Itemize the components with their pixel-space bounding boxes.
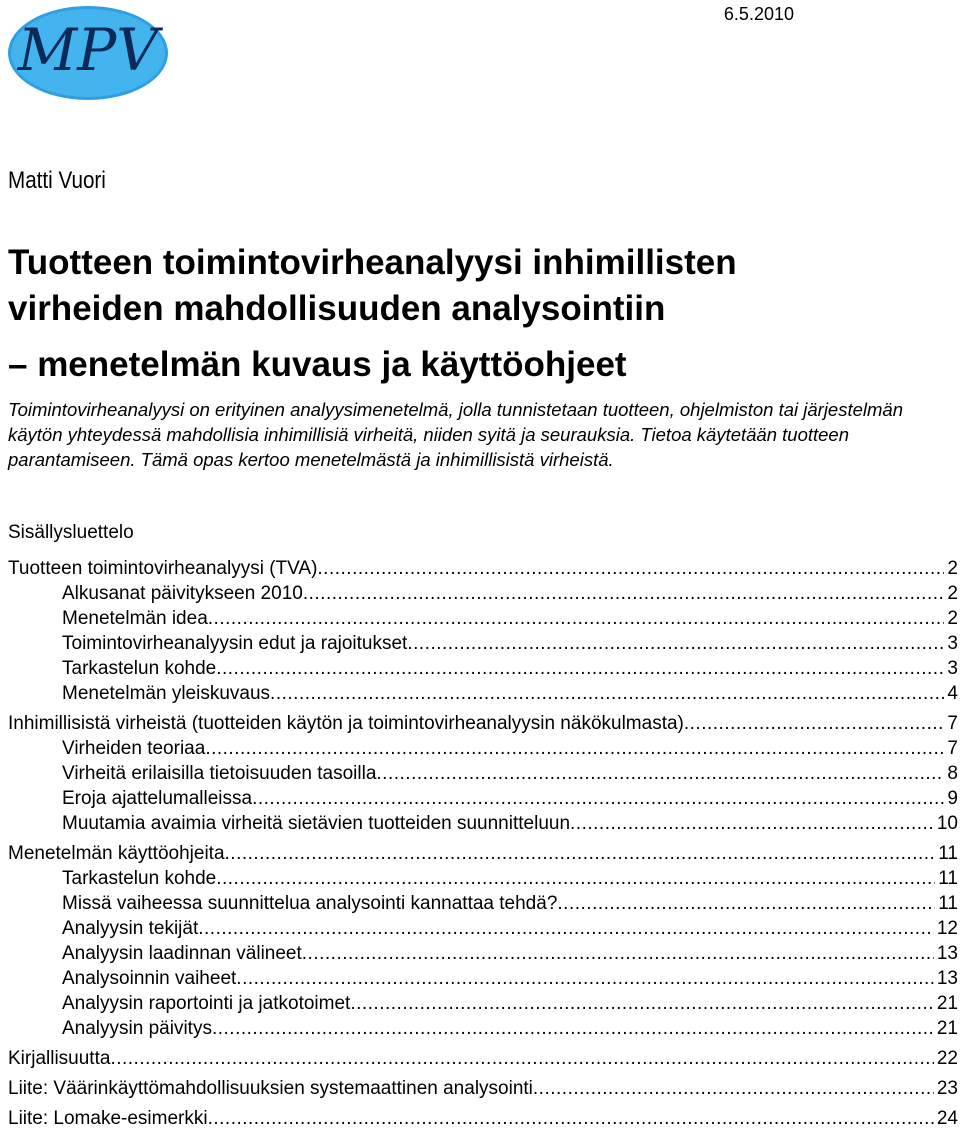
toc-entry[interactable] bbox=[8, 1046, 958, 1071]
logo-text: MPV bbox=[17, 16, 159, 84]
toc-entry-label: Kirjallisuutta bbox=[8, 1048, 111, 1069]
toc-leader bbox=[208, 1106, 934, 1131]
toc-entry-label: Alkusanat päivitykseen 2010 bbox=[62, 583, 303, 604]
toc-entry[interactable] bbox=[8, 606, 958, 631]
toc-entry[interactable] bbox=[8, 761, 958, 786]
toc-leader bbox=[350, 991, 934, 1016]
toc-leader bbox=[557, 891, 935, 916]
toc-entry-label: Muutamia avaimia virheitä sietävien tuotteiden suunnitteluun bbox=[62, 813, 571, 834]
toc-leader bbox=[533, 1076, 934, 1101]
toc-entry[interactable] bbox=[8, 786, 958, 811]
toc-entry-label: Menetelmän käyttöohjeita bbox=[8, 843, 225, 864]
toc-entry-page: 13 bbox=[936, 968, 958, 989]
toc-entry-label: Missä vaiheessa suunnittelua analysointi kannattaa tehdä? bbox=[62, 893, 558, 914]
toc-entry-label: Tarkastelun kohde bbox=[62, 658, 217, 679]
title-line-3: – menetelmän kuvaus ja käyttöohjeet bbox=[8, 345, 627, 384]
toc-entry[interactable] bbox=[8, 556, 958, 581]
toc-entry-label: Analysoinnin vaiheet bbox=[62, 968, 237, 989]
table-of-contents bbox=[8, 556, 958, 1131]
toc-entry[interactable] bbox=[8, 1106, 958, 1131]
toc-leader bbox=[376, 761, 944, 786]
toc-leader bbox=[302, 941, 934, 966]
toc-entry-page: 24 bbox=[936, 1108, 958, 1129]
toc-entry-label: Toimintovirheanalyysin edut ja rajoitukset bbox=[62, 633, 408, 654]
toc-leader bbox=[317, 556, 944, 581]
toc-entry-page: 11 bbox=[938, 893, 958, 914]
toc-leader bbox=[684, 711, 945, 736]
toc-leader bbox=[198, 916, 934, 941]
toc-entry[interactable] bbox=[8, 656, 958, 681]
toc-entry-page: 3 bbox=[947, 633, 958, 654]
toc-leader bbox=[270, 681, 944, 706]
toc-entry[interactable] bbox=[8, 841, 958, 866]
toc-entry-page: 21 bbox=[936, 993, 958, 1014]
title-line-1: Tuotteen toimintovirheanalyysi inhimillisten bbox=[8, 243, 737, 282]
toc-leader bbox=[303, 581, 945, 606]
toc-entry[interactable] bbox=[8, 711, 958, 736]
toc-entry[interactable] bbox=[8, 581, 958, 606]
toc-entry[interactable] bbox=[8, 866, 958, 891]
toc-leader bbox=[205, 736, 944, 761]
toc-entry-page: 9 bbox=[947, 788, 958, 809]
toc-entry-page: 13 bbox=[936, 943, 958, 964]
toc-entry[interactable] bbox=[8, 1076, 958, 1101]
toc-entry-page: 10 bbox=[936, 813, 958, 834]
toc-leader bbox=[212, 1016, 934, 1041]
toc-leader bbox=[236, 966, 934, 991]
toc-heading: Sisällysluettelo bbox=[8, 522, 134, 543]
toc-entry[interactable] bbox=[8, 811, 958, 836]
toc-leader bbox=[570, 811, 934, 836]
toc-entry-label: Virheitä erilaisilla tietoisuuden tasoilla bbox=[62, 763, 377, 784]
toc-entry-page: 2 bbox=[947, 608, 958, 629]
toc-leader bbox=[110, 1046, 933, 1071]
toc-entry[interactable] bbox=[8, 991, 958, 1016]
toc-entry-label: Menetelmän idea bbox=[62, 608, 208, 629]
toc-entry-label: Tarkastelun kohde bbox=[62, 868, 217, 889]
toc-entry-page: 3 bbox=[947, 658, 958, 679]
toc-entry-label: Analyysin raportointi ja jatkotoimet bbox=[62, 993, 351, 1014]
author-name: Matti Vuori bbox=[8, 167, 106, 194]
toc-entry-label: Analyysin päivitys bbox=[62, 1018, 212, 1039]
toc-entry[interactable] bbox=[8, 891, 958, 916]
toc-entry-page: 2 bbox=[947, 583, 958, 604]
toc-entry-page: 8 bbox=[947, 763, 958, 784]
toc-entry-label: Eroja ajattelumalleissa bbox=[62, 788, 253, 809]
toc-entry-page: 11 bbox=[938, 843, 958, 864]
toc-entry-label: Tuotteen toimintovirheanalyysi (TVA) bbox=[8, 558, 318, 579]
toc-entry-page: 21 bbox=[936, 1018, 958, 1039]
toc-entry-page: 2 bbox=[947, 558, 958, 579]
mpv-logo bbox=[6, 2, 170, 102]
toc-entry-label: Liite: Lomake-esimerkki bbox=[8, 1108, 208, 1129]
toc-entry[interactable] bbox=[8, 736, 958, 761]
toc-entry[interactable] bbox=[8, 631, 958, 656]
toc-entry-page: 11 bbox=[938, 868, 958, 889]
toc-entry[interactable] bbox=[8, 681, 958, 706]
document-title bbox=[8, 240, 958, 388]
toc-leader bbox=[252, 786, 944, 811]
toc-entry-page: 12 bbox=[936, 918, 958, 939]
toc-entry-page: 7 bbox=[947, 713, 958, 734]
toc-leader bbox=[216, 866, 935, 891]
toc-entry[interactable] bbox=[8, 916, 958, 941]
toc-entry[interactable] bbox=[8, 1016, 958, 1041]
toc-entry-label: Virheiden teoriaa bbox=[62, 738, 206, 759]
toc-entry[interactable] bbox=[8, 966, 958, 991]
toc-entry-label: Analyysin laadinnan välineet bbox=[62, 943, 302, 964]
toc-leader bbox=[216, 656, 944, 681]
toc-entry-page: 22 bbox=[936, 1048, 958, 1069]
toc-entry-label: Analyysin tekijät bbox=[62, 918, 199, 939]
title-line-2: virheiden mahdollisuuden analysointiin bbox=[8, 289, 666, 328]
toc-entry-page: 7 bbox=[947, 738, 958, 759]
abstract: Toimintovirheanalyysi on erityinen analyysimenetelmä, jolla tunnistetaan tuotteen, ohjelmiston tai järjestelmän käytön yhteydessä mahdollisia inhimillisiä virheitä, niiden syitä ja seurauksia. Tietoa käytetään tuotteen parantamiseen. Tämä opas kertoo menetelmästä ja inhimillisistä virheistä. bbox=[8, 399, 903, 470]
document-date: 6.5.2010 bbox=[723, 4, 794, 24]
toc-entry-page: 23 bbox=[936, 1078, 958, 1099]
toc-entry-label: Menetelmän yleiskuvaus bbox=[62, 683, 271, 704]
toc-entry-label: Liite: Väärinkäyttömahdollisuuksien systemaattinen analysointi bbox=[8, 1078, 533, 1099]
toc-entry-label: Inhimillisistä virheistä (tuotteiden käytön ja toimintovirheanalyysin näkökulmasta) bbox=[8, 713, 684, 734]
toc-leader bbox=[225, 841, 936, 866]
toc-leader bbox=[208, 606, 945, 631]
toc-entry-page: 4 bbox=[947, 683, 958, 704]
toc-leader bbox=[407, 631, 944, 656]
toc-entry[interactable] bbox=[8, 941, 958, 966]
